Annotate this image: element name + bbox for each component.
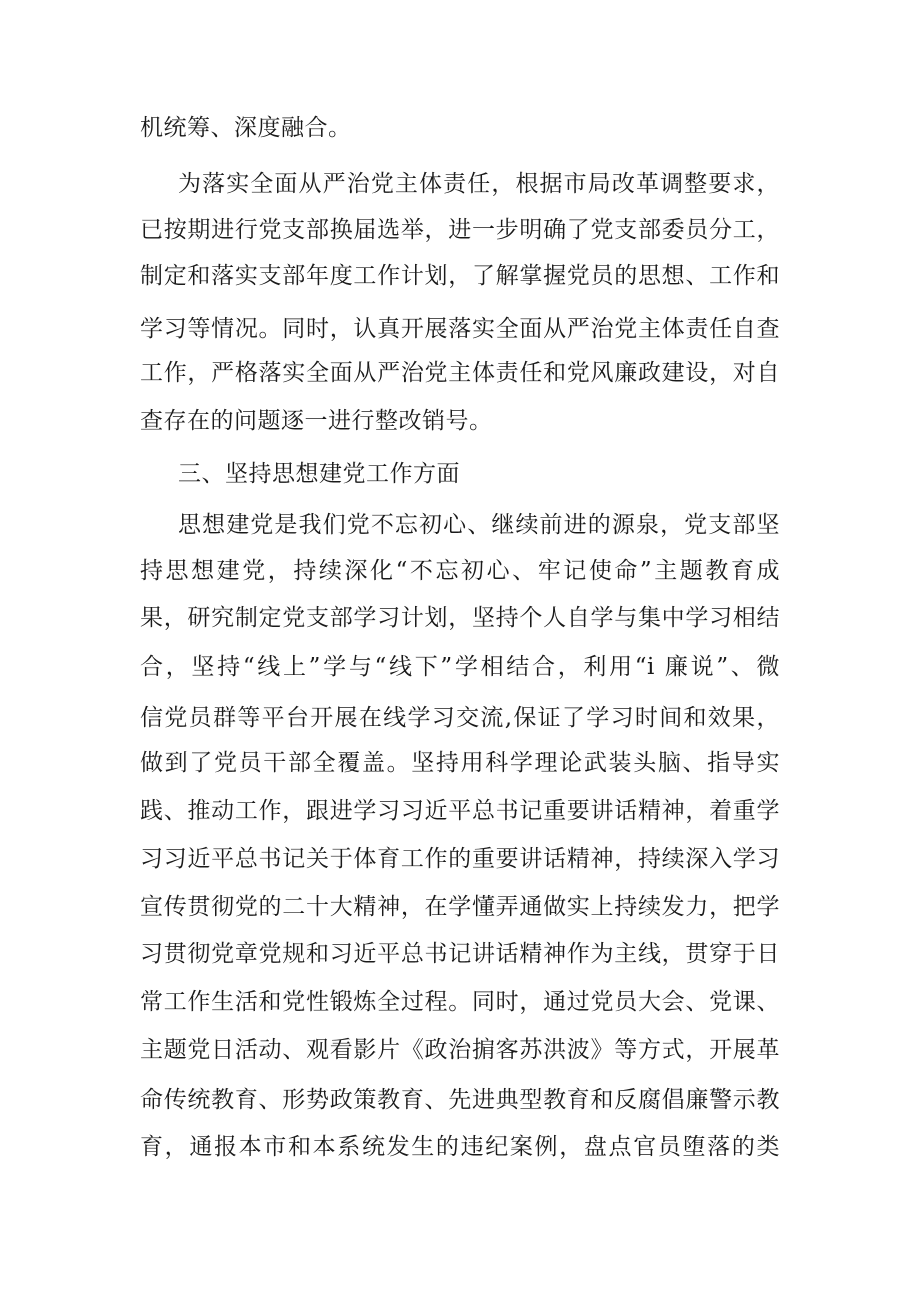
text-line: 制定和落实支部年度工作计划，了解掌握党员的思想、工作和	[140, 263, 780, 289]
text-line: 宣传贯彻党的二十大精神，在学懂弄通做实上持续发力，把学	[140, 894, 780, 920]
text-line: 工作，严格落实全面从严治党主体责任和党风廉政建设，对自	[140, 360, 780, 386]
text-line: 持思想建党，持续深化“不忘初心、牢记使命”主题教育成	[140, 558, 780, 584]
text-line: 践、推动工作，跟进学习习近平总书记重要讲话精神，着重学	[140, 798, 780, 824]
section-heading: 三、坚持思想建党工作方面	[178, 461, 460, 487]
text-line: 思想建党是我们党不忘初心、继续前进的源泉，党支部坚	[178, 512, 780, 538]
text-line: 做到了党员干部全覆盖。坚持用科学理论武装头脑、指导实	[140, 750, 780, 776]
text-line: 合，坚持“线上”学与“线下”学相结合，利用“i 廉说”、微	[140, 654, 780, 680]
text-line: 学习等情况。同时，认真开展落实全面从严治党主体责任自查	[140, 316, 780, 342]
text-line: 果，研究制定党支部学习计划，坚持个人自学与集中学习相结	[140, 605, 780, 631]
text-line: 习贯彻党章党规和习近平总书记讲话精神作为主线，贯穿于日	[140, 941, 780, 967]
text-line: 机统筹、深度融合。	[140, 115, 352, 141]
text-line: 信党员群等平台开展在线学习交流,保证了学习时间和效果，	[140, 705, 780, 731]
text-line: 主题党日活动、观看影片《政治掮客苏洪波》等方式，开展革	[140, 1037, 780, 1063]
text-line: 习习近平总书记关于体育工作的重要讲话精神，持续深入学习	[140, 846, 780, 872]
text-line: 查存在的问题逐一进行整改销号。	[140, 408, 493, 434]
text-line: 常工作生活和党性锻炼全过程。同时，通过党员大会、党课、	[140, 989, 780, 1015]
text-line: 命传统教育、形势政策教育、先进典型教育和反腐倡廉警示教	[140, 1087, 780, 1113]
text-line: 为落实全面从严治党主体责任，根据市局改革调整要求，	[178, 171, 780, 197]
text-line: 已按期进行党支部换届选举，进一步明确了党支部委员分工，	[140, 217, 780, 243]
text-line: 育，通报本市和本系统发生的违纪案例，盘点官员堕落的类	[140, 1134, 780, 1160]
